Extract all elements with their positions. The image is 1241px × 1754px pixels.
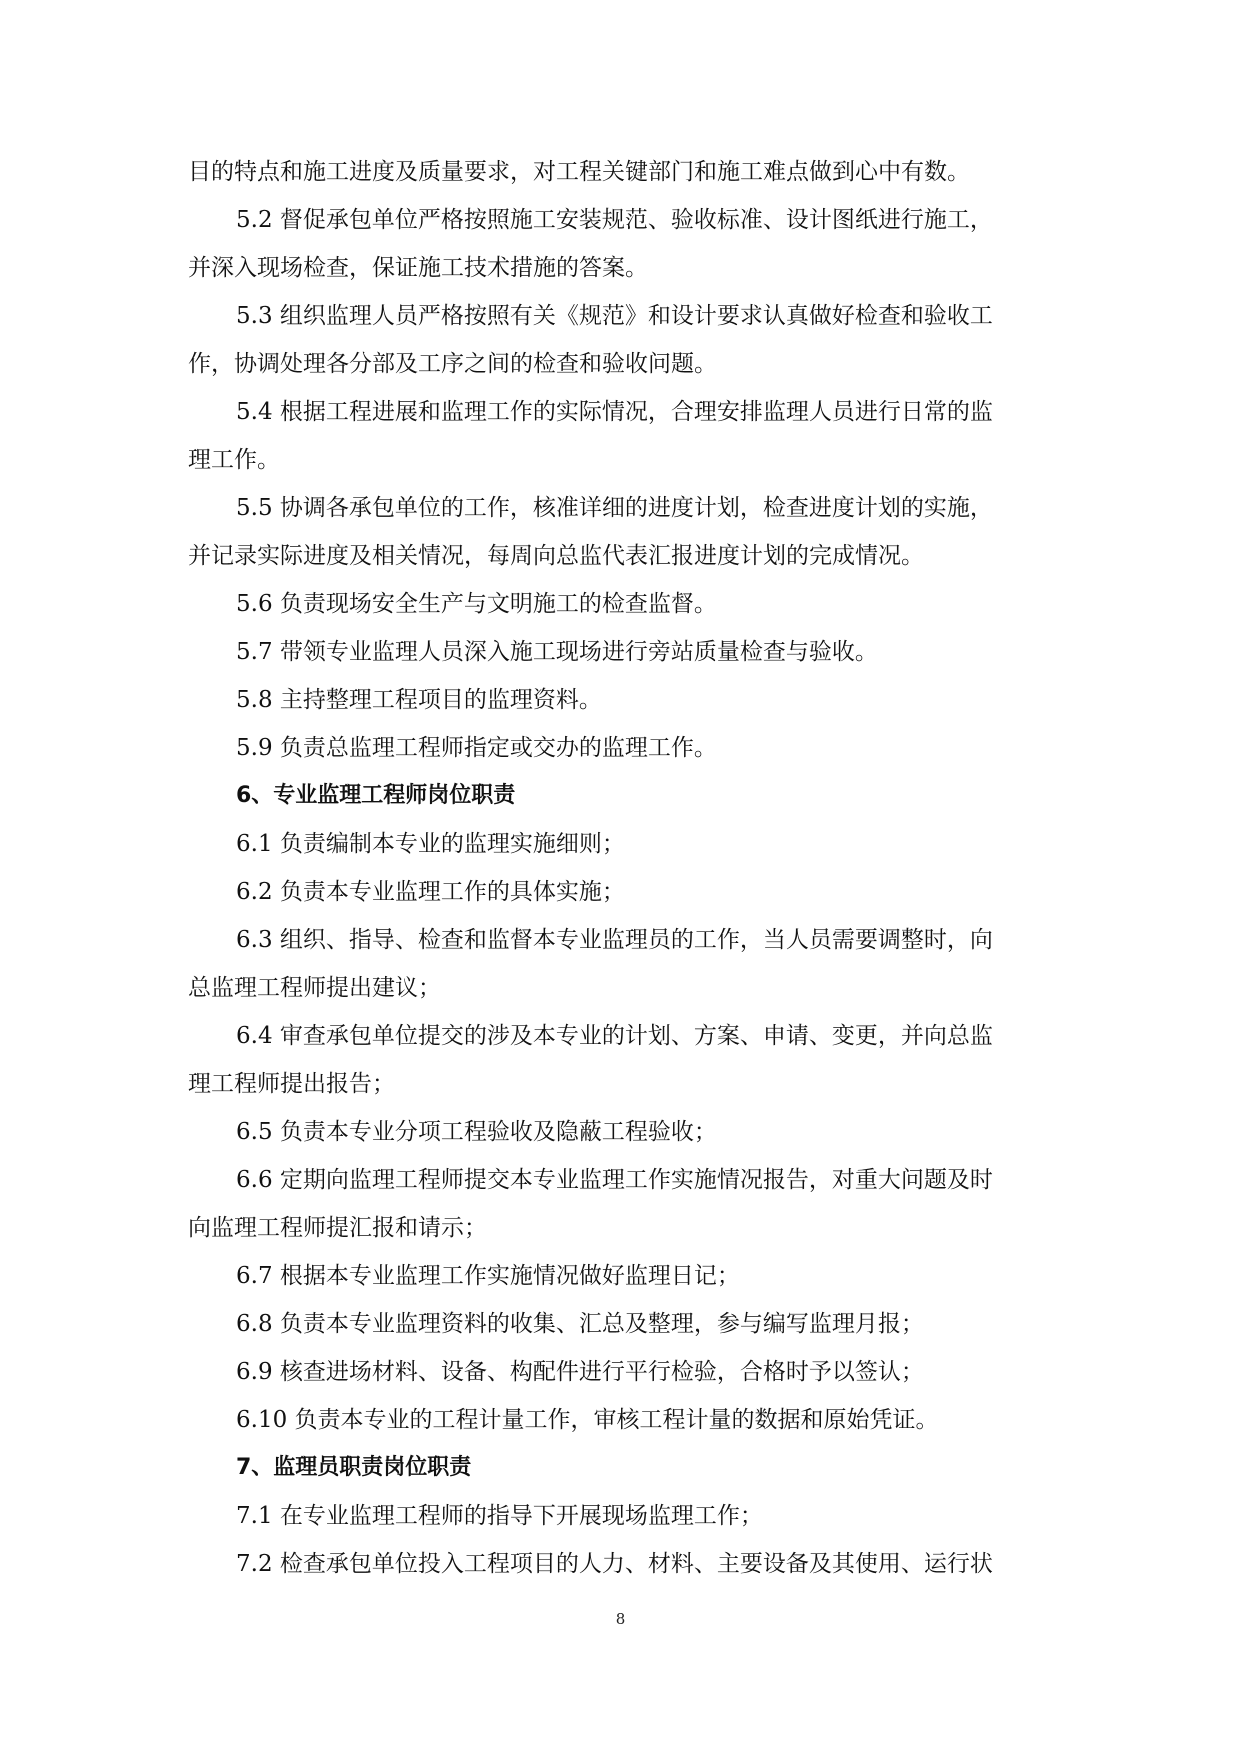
text-line: 6.9 核查进场材料、设备、构配件进行平行检验，合格时予以签认；	[236, 1359, 924, 1385]
text-line: 理工程师提出报告；	[188, 1071, 395, 1097]
text-line: 5.6 负责现场安全生产与文明施工的检查监督。	[236, 591, 717, 617]
text-line: 并深入现场检查，保证施工技术措施的答案。	[188, 255, 648, 281]
text-line: 6.3 组织、指导、检查和监督本专业监理员的工作，当人员需要调整时，向	[236, 927, 993, 953]
text-line: 5.2 督促承包单位严格按照施工安装规范、验收标准、设计图纸进行施工，	[236, 207, 993, 233]
text-line: 6.2 负责本专业监理工作的具体实施；	[236, 879, 625, 905]
text-line: 5.4 根据工程进展和监理工作的实际情况，合理安排监理人员进行日常的监	[236, 399, 993, 425]
text-line: 6.4 审查承包单位提交的涉及本专业的计划、方案、申请、变更，并向总监	[236, 1023, 993, 1049]
text-line: 6.1 负责编制本专业的监理实施细则；	[236, 831, 625, 857]
text-line: 7.2 检查承包单位投入工程项目的人力、材料、主要设备及其使用、运行状	[236, 1551, 993, 1577]
text-line: 作，协调处理各分部及工序之间的检查和验收问题。	[188, 351, 717, 377]
text-line: 5.8 主持整理工程项目的监理资料。	[236, 687, 602, 713]
page-number: 8	[615, 1610, 626, 1628]
text-line: 6.6 定期向监理工程师提交本专业监理工作实施情况报告，对重大问题及时	[236, 1167, 993, 1193]
text-line: 6.7 根据本专业监理工作实施情况做好监理日记；	[236, 1263, 740, 1289]
text-line: 目的特点和施工进度及质量要求，对工程关键部门和施工难点做到心中有数。	[188, 159, 970, 185]
text-line: 6.5 负责本专业分项工程验收及隐蔽工程验收；	[236, 1119, 717, 1145]
section-heading: 7、监理员职责岗位职责	[236, 1455, 472, 1480]
text-line: 向监理工程师提汇报和请示；	[188, 1215, 487, 1241]
text-line: 5.3 组织监理人员严格按照有关《规范》和设计要求认真做好检查和验收工	[236, 303, 993, 329]
text-line: 并记录实际进度及相关情况，每周向总监代表汇报进度计划的完成情况。	[188, 543, 924, 569]
text-line: 5.5 协调各承包单位的工作，核准详细的进度计划，检查进度计划的实施，	[236, 495, 993, 521]
text-line: 7.1 在专业监理工程师的指导下开展现场监理工作；	[236, 1503, 763, 1529]
text-line: 5.7 带领专业监理人员深入施工现场进行旁站质量检查与验收。	[236, 639, 878, 665]
text-line: 6.10 负责本专业的工程计量工作，审核工程计量的数据和原始凭证。	[236, 1407, 939, 1433]
text-line: 总监理工程师提出建议；	[188, 975, 441, 1001]
text-line: 6.8 负责本专业监理资料的收集、汇总及整理，参与编写监理月报；	[236, 1311, 924, 1337]
text-line: 理工作。	[188, 447, 280, 473]
text-line: 5.9 负责总监理工程师指定或交办的监理工作。	[236, 735, 717, 761]
section-heading: 6、专业监理工程师岗位职责	[236, 783, 516, 808]
page-body	[188, 148, 1058, 1588]
